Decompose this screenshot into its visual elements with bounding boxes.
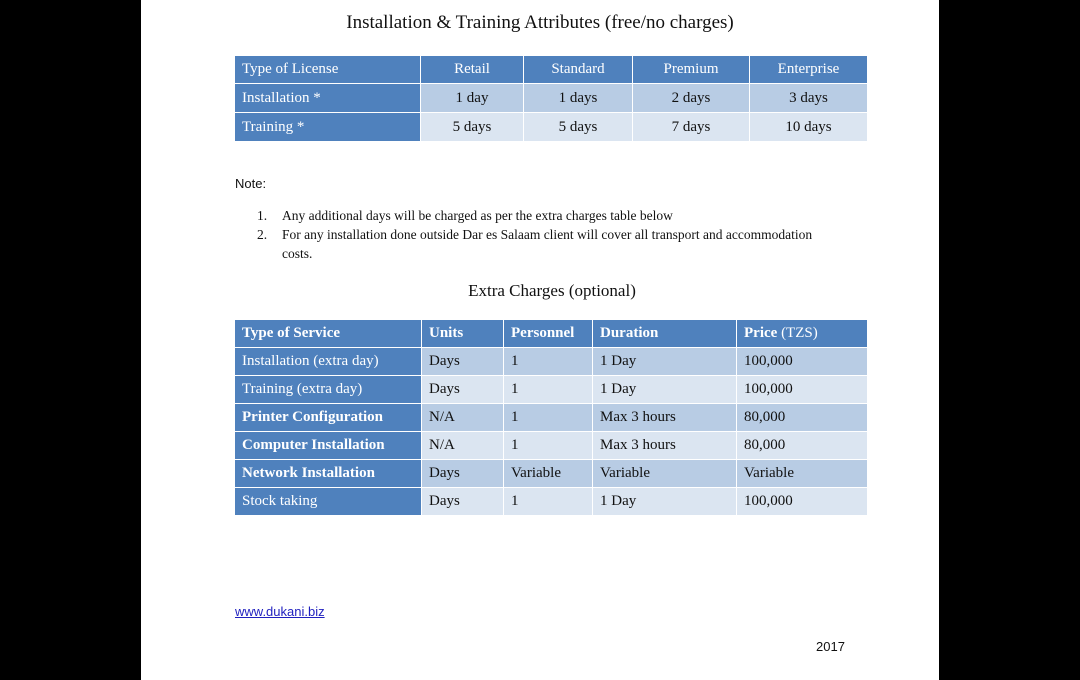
units-cell: Days — [422, 348, 504, 376]
table-cell: 5 days — [524, 113, 633, 142]
price-cell: Variable — [737, 460, 868, 488]
license-header-enterprise: Enterprise — [750, 56, 868, 84]
page-title: Installation & Training Attributes (free/no charges) — [346, 12, 734, 33]
service-name: Network Installation — [235, 460, 422, 488]
extra-charges-header-row — [235, 320, 868, 348]
header-price — [737, 320, 868, 348]
table-row — [235, 488, 868, 516]
note-list — [257, 206, 817, 263]
header-personnel: Personnel — [504, 320, 593, 348]
table-cell: 1 day — [421, 84, 524, 113]
table-row — [235, 348, 868, 376]
duration-cell: 1 Day — [593, 376, 737, 404]
note-item-text: Any additional days will be charged as per the extra charges table below — [282, 208, 673, 223]
service-name: Printer Configuration — [235, 404, 422, 432]
header-type-of-service: Type of Service — [235, 320, 422, 348]
license-row-label: Installation * — [235, 84, 421, 113]
extra-charges-title: Extra Charges (optional) — [468, 281, 636, 300]
table-row — [235, 460, 868, 488]
license-header-standard: Standard — [524, 56, 633, 84]
price-cell: 100,000 — [737, 376, 868, 404]
duration-cell: Variable — [593, 460, 737, 488]
table-cell: 1 days — [524, 84, 633, 113]
units-cell: N/A — [422, 432, 504, 460]
license-row-label: Training * — [235, 113, 421, 142]
personnel-cell: 1 — [504, 348, 593, 376]
license-row-installation — [235, 84, 868, 113]
units-cell: N/A — [422, 404, 504, 432]
price-cell: 80,000 — [737, 432, 868, 460]
note-item — [257, 225, 817, 263]
price-cell: 100,000 — [737, 348, 868, 376]
note-item-number: 2. — [257, 227, 268, 242]
duration-cell: Max 3 hours — [593, 432, 737, 460]
license-header-retail: Retail — [421, 56, 524, 84]
price-cell: 100,000 — [737, 488, 868, 516]
document-page — [141, 0, 939, 680]
note-item-text: For any installation done outside Dar es Salaam client will cover all transport and accommodation costs. — [282, 227, 813, 261]
header-price-label: Price — [744, 325, 778, 341]
footer-year: 2017 — [816, 639, 845, 654]
duration-cell: Max 3 hours — [593, 404, 737, 432]
personnel-cell: 1 — [504, 376, 593, 404]
table-cell: 5 days — [421, 113, 524, 142]
table-cell: 3 days — [750, 84, 868, 113]
service-name: Training (extra day) — [235, 376, 422, 404]
table-cell: 10 days — [750, 113, 868, 142]
duration-cell: 1 Day — [593, 348, 737, 376]
note-item-number: 1. — [257, 208, 268, 223]
personnel-cell: 1 — [504, 488, 593, 516]
extra-charges-table — [235, 320, 868, 516]
license-header-type: Type of License — [235, 56, 421, 84]
header-price-unit: (TZS) — [781, 325, 818, 341]
note-heading: Note: — [235, 176, 267, 191]
units-cell: Days — [422, 460, 504, 488]
service-name: Installation (extra day) — [235, 348, 422, 376]
duration-cell: 1 Day — [593, 488, 737, 516]
website-link[interactable]: www.dukani.biz — [235, 604, 325, 619]
personnel-cell: Variable — [504, 460, 593, 488]
table-row — [235, 404, 868, 432]
price-cell: 80,000 — [737, 404, 868, 432]
table-cell: 7 days — [633, 113, 750, 142]
units-cell: Days — [422, 376, 504, 404]
header-units: Units — [422, 320, 504, 348]
license-row-training — [235, 113, 868, 142]
license-table-header-row — [235, 56, 868, 84]
table-row — [235, 376, 868, 404]
personnel-cell: 1 — [504, 404, 593, 432]
table-row — [235, 432, 868, 460]
table-cell: 2 days — [633, 84, 750, 113]
service-name: Stock taking — [235, 488, 422, 516]
header-duration: Duration — [593, 320, 737, 348]
license-table — [235, 56, 868, 142]
note-item — [257, 206, 817, 225]
license-header-premium: Premium — [633, 56, 750, 84]
units-cell: Days — [422, 488, 504, 516]
service-name: Computer Installation — [235, 432, 422, 460]
personnel-cell: 1 — [504, 432, 593, 460]
